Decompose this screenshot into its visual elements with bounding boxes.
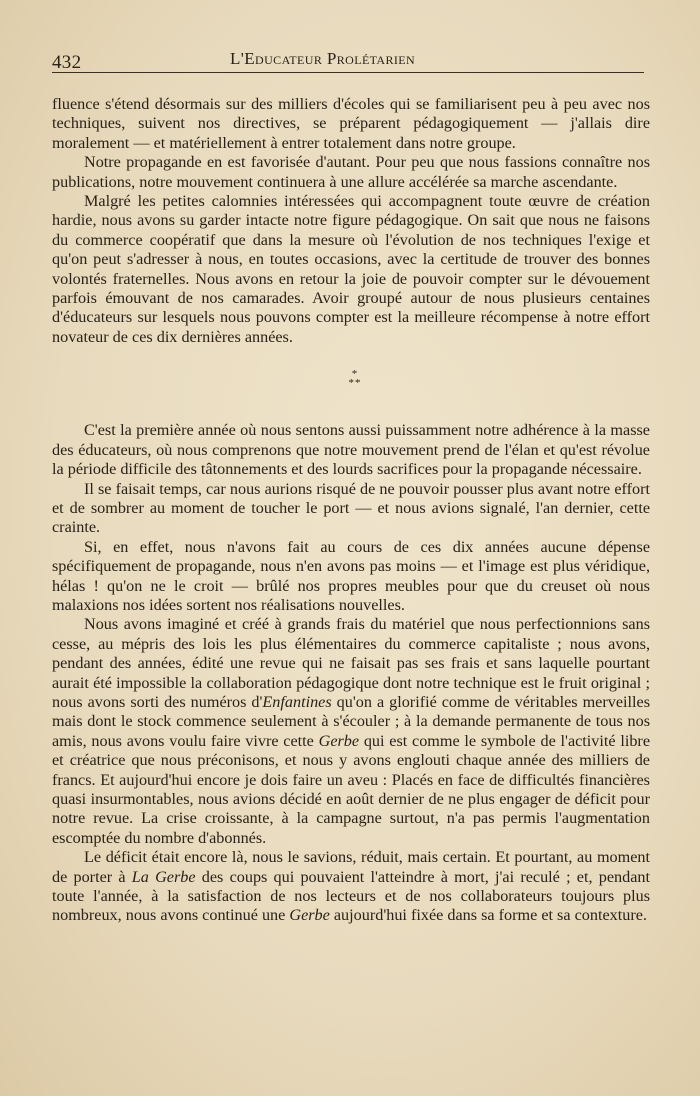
paragraph: fluence s'étend désormais sur des milliers d'écoles qui se familiarisent peu à peu avec nos techniques, suivent nos directives, se préparent pédagogiquement — j'allais dire moralement — et matériellement à entrer totalement dans notre groupe. xyxy=(52,95,650,152)
paragraph: Malgré les petites calomnies intéressées qui accompagnent toute œuvre de création hardie, nous avons su garder intacte notre figure pédagogique. On sait que nous ne faisons du commerce coopératif que dans la mesure où l'évolution de nos techniques l'exige et qu'on peut s'adresser à nous, en toutes occasions, avec la certitude de trouver des bonnes volontés fraternelles. Nous avons en retour la joie de pouvoir compter sur le dévouement parfois émouvant de nos camarades. Avoir groupé autour de nous plusieurs centaines d'éducateurs sur lesquels nous pouvons compter est la meilleure récompense à notre effort novateur de ces dix dernières années. xyxy=(52,192,650,346)
paragraph: Nous avons imaginé et créé à grands frais du matériel que nous perfectionnions sans cesse, au mépris des lois les plus élémentaires du commerce capitaliste ; nous avons, pendant des années, édité une revue qui ne faisait pas ses frais et sans laquelle pourtant aurait été impossible la collaboration pédagogique dont notre technique est le fruit original ; nous avons sorti des numéros d'Enfantines qu'on a glorifié comme de véritables merveilles mais dont le stock commence seulement à s'écouler ; à la demande permanente de tous nos amis, nous avons voulu faire vivre cette Gerbe qui est comme le symbole de l'activité libre et créatrice que nous préconisons, et nous y avons englouti chaque année des milliers de francs. Et aujourd'hui encore je dois faire un aveu : Placés en face de difficultés financières quasi insurmontables, nous avions décidé en août dernier de ne plus engager de déficit pour notre revue. La crise croissante, à la campagne surtout, n'a pas permis l'augmentation escomptée du nombre d'abonnés. xyxy=(52,615,651,847)
article-body xyxy=(52,95,650,926)
section-one xyxy=(52,95,650,347)
paragraph: Notre propagande en est favorisée d'autant. Pour peu que nous fassions connaître nos publications, notre mouvement continuera à une allure accélérée sa marche ascendante. xyxy=(52,153,650,191)
paragraph: C'est la première année où nous sentons aussi puissamment notre adhérence à la masse des éducateurs, où nous comprenons que notre mouvement prend de l'élan et qu'est révolue la période difficile des tâtonnements et des lourds sacrifices pour la propagande nécessaire. xyxy=(52,421,650,479)
paragraph: Le déficit était encore là, nous le savions, réduit, mais certain. Et pourtant, au moment de porter à La Gerbe des coups qui pouvaient l'atteindre à mort, j'ai reculé ; et, pendant toute l'année, à la satisfaction de nos lecteurs et de nos collaborateurs toujours plus nombreux, nous avons continué une Gerbe aujourd'hui fixée dans sa forme et sa contexture. xyxy=(52,848,650,925)
page-number: 432 xyxy=(52,52,82,73)
page-header xyxy=(52,46,644,73)
paragraph: Si, en effet, nous n'avons fait au cours de ces dix années aucune dépense spécifiquement de propagande, nous n'en avons pas moins — et l'image est plus véridique, hélas ! qu'on ne le croit — brûlé nos propres meubles pour que du creuset où nous malaxions nos idées sortent nos réalisations nouvelles. xyxy=(52,537,650,614)
paragraph: Il se faisait temps, car nous aurions risqué de ne pouvoir pousser plus avant notre effort et de sombrer au moment de toucher le port — et nous avions signalé, l'an dernier, cette crainte. xyxy=(52,479,650,537)
section-two xyxy=(52,421,650,926)
asterism-bottom: ** xyxy=(348,377,362,390)
section-ornament xyxy=(52,347,650,421)
asterism-top: * xyxy=(351,368,359,381)
running-title: L'Educateur Prolétarien xyxy=(230,49,416,68)
